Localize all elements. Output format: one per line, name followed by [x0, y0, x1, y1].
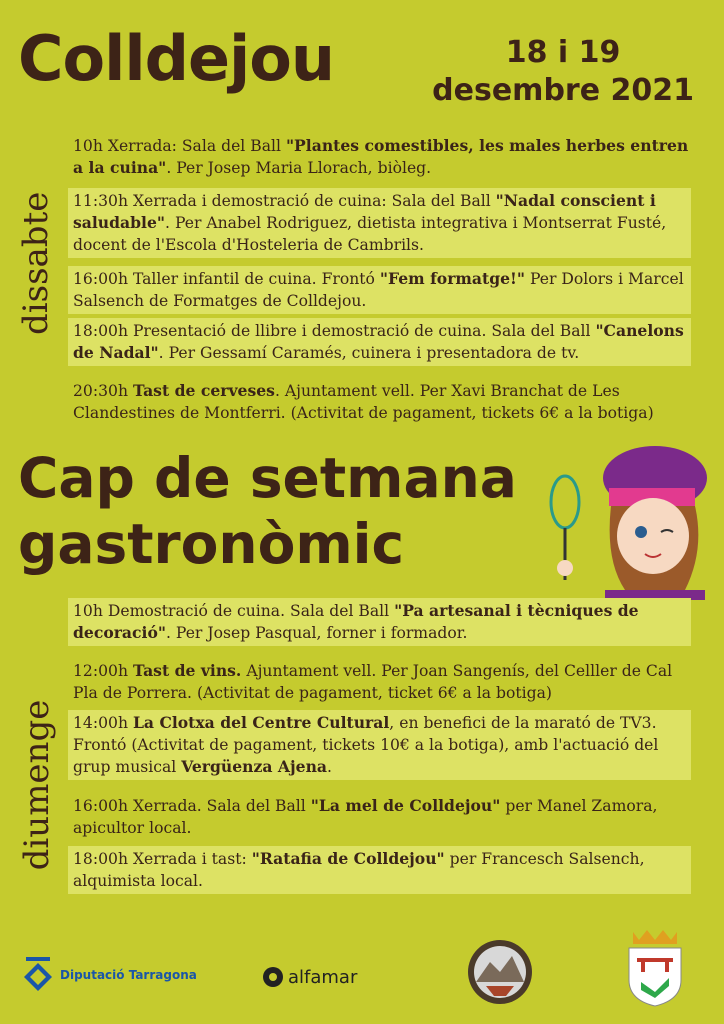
diputacio-emblem-icon — [22, 955, 54, 995]
saturday-event-2: 11:30h Xerrada i demostració de cuina: Sala del Ball "Nadal conscient i saludable". Per Anabel Rodriguez, dietista integrativa i Montserrat Fusté, docent de l'Escola d'Hosteleria de Cambrils. — [68, 188, 691, 258]
weekend-title-line2: gastronòmic — [18, 512, 405, 576]
local-seal-icon — [466, 938, 534, 1006]
saturday-label: dissabte — [16, 191, 56, 335]
sunday-event-2: 12:00h Tast de vins. Ajuntament vell. Per Joan Sangenís, del Celller de Cal Pla de Porrera. (Activitat de pagament, ticket 6€ a la botiga) — [73, 661, 673, 702]
dates-days: 18 i 19 — [505, 35, 621, 70]
alfamar-text: alfamar — [288, 966, 358, 988]
sunday-event-5: 18:00h Xerrada i tast: "Ratafia de Colldejou" per Francesch Salsench, alquimista local. — [68, 846, 691, 894]
colldejou-crest-icon — [625, 928, 685, 1008]
alfamar-emblem-icon — [262, 966, 284, 988]
chef-illustration-icon — [545, 440, 715, 600]
diputacio-logo — [22, 955, 197, 995]
saturday-event-3: 16:00h Taller infantil de cuina. Frontó "Fem formatge!" Per Dolors i Marcel Salsench de Formatges de Colldejou. — [68, 266, 691, 314]
alfamar-logo — [262, 966, 357, 988]
sunday-event-4: 16:00h Xerrada. Sala del Ball "La mel de Colldejou" per Manel Zamora, apicultor local. — [73, 796, 658, 837]
diputacio-text: Diputació Tarragona — [60, 968, 197, 982]
saturday-event-4: 18:00h Presentació de llibre i demostració de cuina. Sala del Ball "Canelons de Nadal". Per Gessamí Caramés, cuinera i presentadora de tv. — [68, 318, 691, 366]
sunday-label: diumenge — [17, 699, 57, 871]
event-dates — [432, 34, 694, 110]
saturday-event-5: 20:30h Tast de cerveses. Ajuntament vell. Per Xavi Branchat de Les Clandestines de Montferri. (Activitat de pagament, tickets 6€ a la botiga) — [73, 381, 654, 422]
dates-month-year: desembre 2021 — [432, 73, 694, 108]
weekend-title — [18, 445, 517, 577]
saturday-event-1: 10h Xerrada: Sala del Ball "Plantes comestibles, les males herbes entren a la cuina". Per Josep Maria Llorach, biòleg. — [73, 136, 689, 177]
sunday-event-3: 14:00h La Clotxa del Centre Cultural, en benefici de la marató de TV3. Frontó (Activitat de pagament, tickets 10€ a la botiga), amb l'actuació del grup musical Vergüenza Ajena. — [68, 710, 691, 780]
main-title: Colldejou — [18, 22, 335, 95]
sunday-event-1: 10h Demostració de cuina. Sala del Ball "Pa artesanal i tècniques de decoració". Per Josep Pasqual, forner i formador. — [68, 598, 691, 646]
weekend-title-line1: Cap de setmana — [18, 446, 517, 510]
